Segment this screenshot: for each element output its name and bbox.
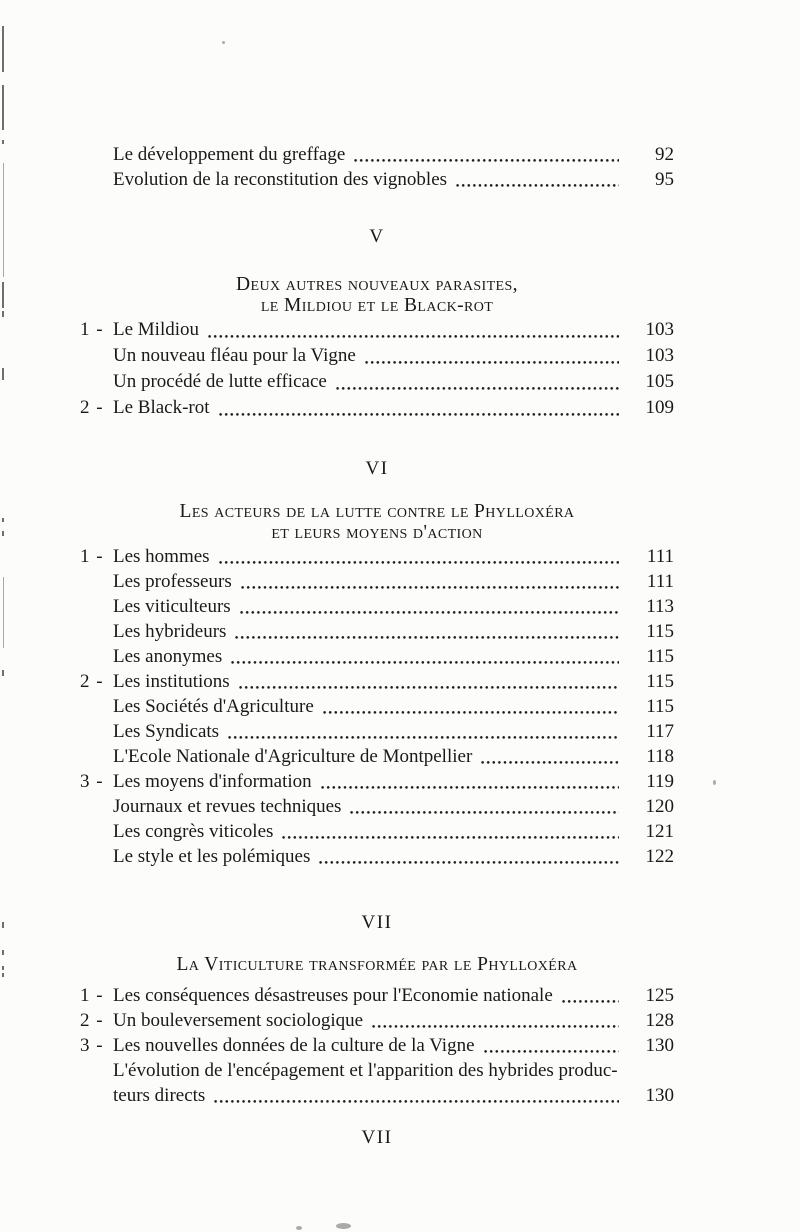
toc-entry-page: 113 — [646, 596, 674, 617]
dot-leader — [484, 1049, 619, 1054]
toc-content — [80, 0, 674, 1148]
toc-entry-label: Les viticulteurs — [113, 596, 231, 617]
toc-entry-page: 115 — [646, 671, 674, 692]
dot-leader — [240, 610, 619, 615]
dot-leader — [235, 635, 619, 640]
toc-entry-page: 115 — [646, 621, 674, 642]
toc-entry-label: Les Sociétés d'Agriculture — [113, 696, 314, 717]
scan-artifact — [2, 311, 4, 317]
toc-entry-number: 1 - — [80, 984, 104, 1006]
toc-entry-page: 121 — [645, 821, 674, 842]
toc-entry-number: 3 - — [80, 771, 104, 792]
dot-leader — [239, 685, 619, 690]
section-title — [80, 502, 674, 543]
toc-entry-page: 103 — [645, 345, 674, 366]
dot-leader — [231, 660, 619, 665]
toc-entry — [80, 644, 674, 669]
toc-entry-page: 111 — [646, 571, 674, 592]
section-title-line: Deux autres nouveaux parasites, — [236, 274, 518, 295]
section-entries — [80, 544, 674, 869]
toc-entry — [80, 769, 674, 794]
toc-entry-number: 3 - — [80, 1034, 104, 1056]
toc-entry — [80, 369, 674, 395]
toc-entry-label: Les congrès viticoles — [113, 821, 274, 842]
scan-artifact — [2, 531, 4, 536]
scan-artifact — [2, 85, 4, 130]
toc-entry-label: Le développement du greffage — [113, 144, 346, 165]
toc-entry-label: Les professeurs — [113, 571, 232, 592]
toc-entry-page: 128 — [645, 1009, 674, 1031]
toc-entry — [80, 669, 674, 694]
toc-entry-page: 118 — [646, 746, 674, 767]
toc-entry — [80, 569, 674, 594]
toc-entry — [80, 819, 674, 844]
scan-artifact — [3, 577, 4, 648]
toc-entry-page: 119 — [646, 771, 674, 792]
dot-leader — [350, 810, 619, 815]
toc-entry-label: Les conséquences désastreuses pour l'Economie nationale — [113, 984, 553, 1006]
toc-entry — [80, 594, 674, 619]
toc-entry-label: Le Black-rot — [113, 397, 210, 418]
toc-entry — [80, 619, 674, 644]
scan-speck — [336, 1223, 351, 1229]
toc-entry-number: 1 - — [80, 546, 104, 567]
section-title — [80, 955, 674, 976]
section-entries — [80, 983, 674, 1108]
toc-entry-page: 117 — [646, 721, 674, 742]
toc-entry-label: L'Ecole Nationale d'Agriculture de Montpellier — [113, 746, 473, 767]
dot-leader — [219, 560, 619, 565]
toc-entry-page: 103 — [645, 319, 674, 340]
toc-entry — [80, 343, 674, 369]
dot-leader — [323, 710, 619, 715]
dot-leader — [354, 158, 619, 163]
toc-entry-label: Le Mildiou — [113, 319, 200, 340]
dot-leader — [365, 360, 619, 365]
section-title — [80, 275, 674, 316]
page-footer-numeral: VII — [361, 1126, 393, 1148]
scan-artifact — [2, 26, 4, 72]
dot-leader — [321, 785, 619, 790]
toc-entry — [80, 167, 674, 192]
section-title-line: et leurs moyens d'action — [271, 521, 483, 543]
scan-artifact — [2, 670, 4, 676]
toc-entry — [80, 1033, 674, 1058]
toc-entry-page: 109 — [645, 397, 674, 418]
scan-artifact — [2, 518, 4, 522]
toc-entry-number: 1 - — [80, 319, 104, 340]
dot-leader — [319, 860, 619, 865]
toc-entry-label: L'évolution de l'encépagement et l'apparition des hybrides produc- — [113, 1059, 618, 1081]
toc-entry-page: 120 — [645, 796, 674, 817]
toc-entry — [80, 744, 674, 769]
scan-artifact — [2, 966, 4, 970]
dot-leader — [372, 1024, 619, 1029]
dot-leader — [336, 386, 619, 391]
toc-entry-number: 2 - — [80, 671, 104, 692]
section-title-line: La Viticulture transformée par le Phylloxéra — [176, 954, 578, 975]
toc-entry — [80, 317, 674, 343]
toc-entry-label: Le style et les polémiques — [113, 846, 311, 867]
toc-entry-number: 2 - — [80, 1009, 104, 1031]
dot-leader — [214, 1099, 619, 1104]
toc-entry-label: Evolution de la reconstitution des vignobles — [113, 169, 448, 190]
toc-entry — [80, 1008, 674, 1033]
scan-artifact — [2, 282, 4, 308]
toc-entry-page: 130 — [645, 1034, 674, 1056]
dot-leader — [208, 334, 619, 339]
scan-artifact — [2, 973, 4, 977]
toc-entry — [80, 794, 674, 819]
toc-section — [80, 459, 674, 869]
toc-entry-page: 111 — [646, 546, 674, 567]
toc-section — [80, 227, 674, 421]
toc-entry-page: 130 — [645, 1084, 674, 1106]
toc-entry-label: Les Syndicats — [113, 721, 220, 742]
toc-entry — [80, 142, 674, 167]
toc-entry — [80, 694, 674, 719]
dot-leader — [241, 585, 619, 590]
toc-intro-entries — [80, 142, 674, 192]
toc-entry — [80, 544, 674, 569]
toc-entry-page: 115 — [646, 696, 674, 717]
toc-entry-label: Un nouveau fléau pour la Vigne — [113, 345, 356, 366]
section-numeral: VII — [361, 912, 393, 933]
toc-entry-label: Un bouleversement sociologique — [113, 1009, 364, 1031]
dot-leader — [228, 735, 619, 740]
toc-entry-page: 95 — [655, 169, 674, 190]
toc-entry — [80, 983, 674, 1008]
section-numeral: VI — [365, 458, 389, 479]
toc-section — [80, 913, 674, 1108]
section-numeral: V — [369, 226, 385, 247]
scan-artifact — [2, 950, 4, 955]
section-title-line: Les acteurs de la lutte contre le Phylloxéra — [179, 501, 575, 522]
toc-entry-page: 125 — [645, 984, 674, 1006]
section-entries — [80, 317, 674, 421]
toc-entry-label: Les moyens d'information — [113, 771, 312, 792]
toc-entry-label: teurs directs — [113, 1084, 206, 1106]
toc-entry-label: Les hommes — [113, 546, 210, 567]
toc-entry — [80, 719, 674, 744]
toc-entry-label: Les institutions — [113, 671, 230, 692]
toc-entry-number: 2 - — [80, 397, 104, 418]
toc-entry-page: 122 — [645, 846, 674, 867]
toc-entry-page: 115 — [646, 646, 674, 667]
scan-speck — [296, 1226, 302, 1230]
scan-speck — [713, 780, 716, 785]
dot-leader — [282, 835, 619, 840]
scan-artifact — [2, 368, 4, 380]
toc-entry-label: Les hybrideurs — [113, 621, 227, 642]
toc-entry-label: Journaux et revues techniques — [113, 796, 342, 817]
dot-leader — [219, 412, 619, 417]
toc-entry-page: 92 — [655, 144, 674, 165]
scan-artifact — [3, 163, 4, 277]
section-title-line: le Mildiou et le Black-rot — [260, 294, 494, 316]
toc-entry-label: Les nouvelles données de la culture de la Vigne — [113, 1034, 475, 1056]
toc-entry-label: Un procédé de lutte efficace — [113, 371, 327, 392]
toc-entry — [80, 844, 674, 869]
toc-entry — [80, 1058, 674, 1083]
dot-leader — [456, 183, 619, 188]
toc-entry — [80, 395, 674, 421]
toc-entry-page: 105 — [645, 371, 674, 392]
scan-artifact — [2, 140, 4, 144]
toc-sections — [80, 227, 674, 1108]
dot-leader — [481, 760, 619, 765]
toc-entry-label: Les anonymes — [113, 646, 223, 667]
toc-entry — [80, 1083, 674, 1108]
dot-leader — [562, 999, 619, 1004]
scan-artifact — [2, 922, 4, 928]
